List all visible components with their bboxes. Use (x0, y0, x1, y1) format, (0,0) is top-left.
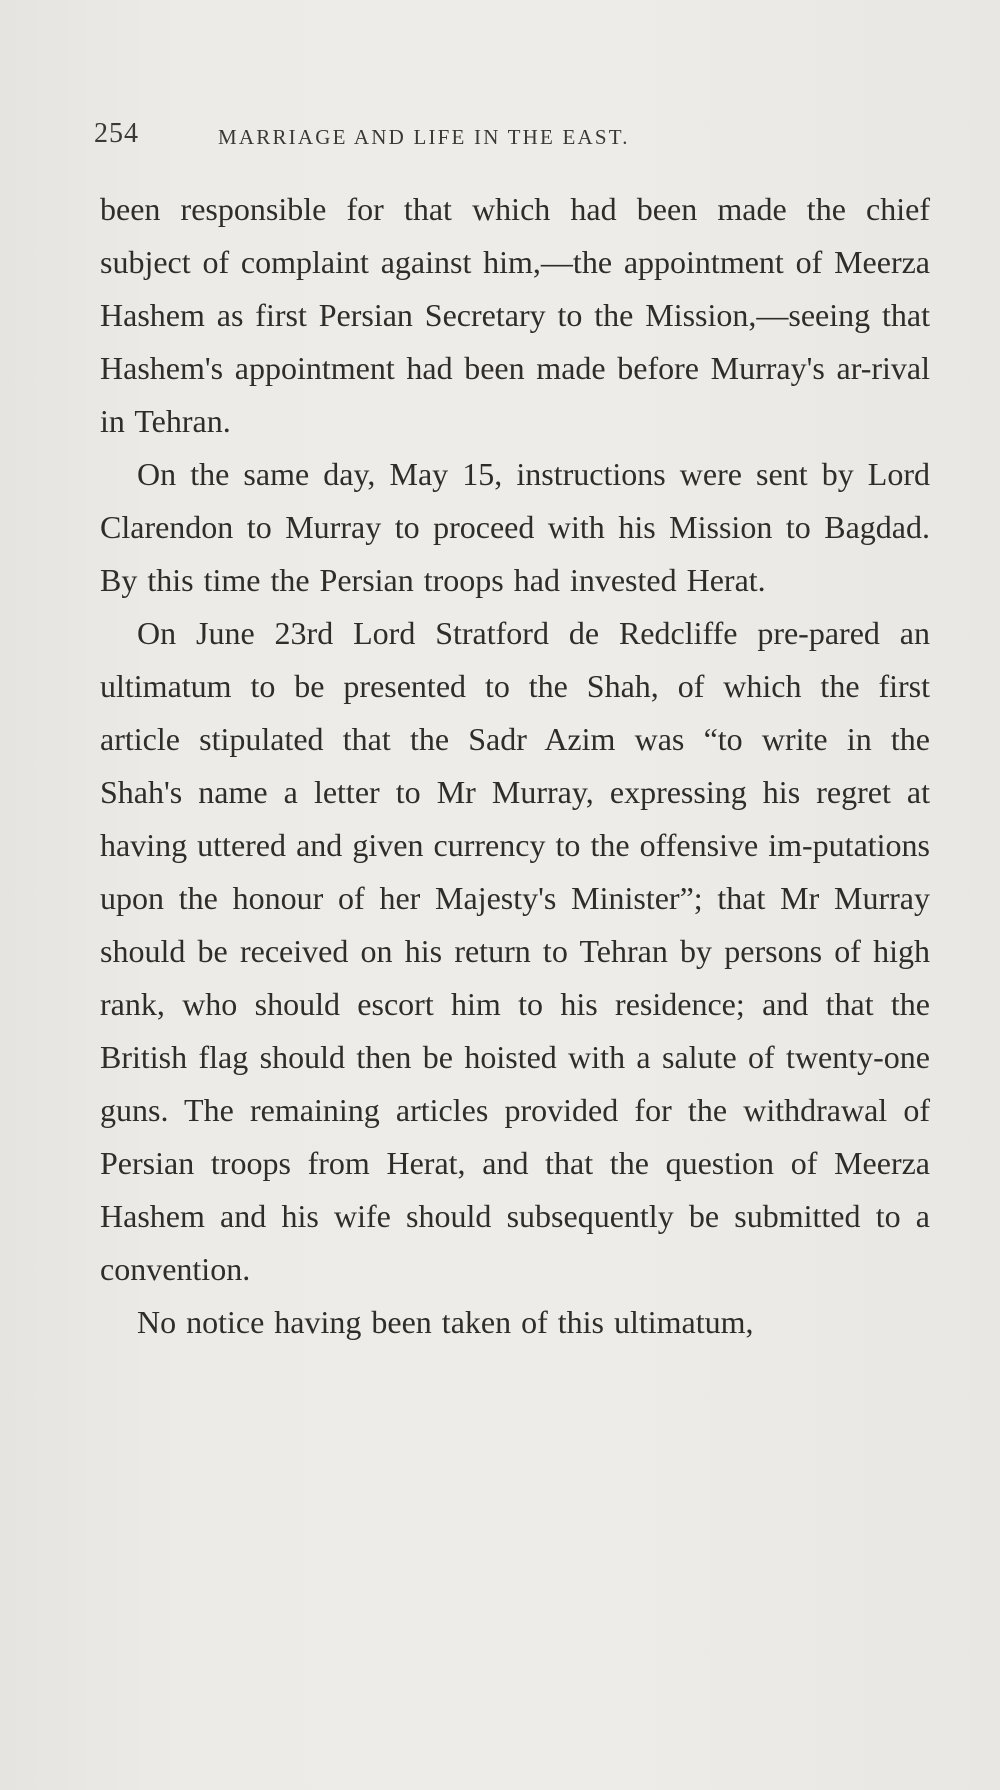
body-text (100, 183, 930, 1349)
running-title: MARRIAGE AND LIFE IN THE EAST. (218, 125, 630, 149)
paragraph-continuation: been responsible for that which had been made the chief subject of complaint against him,—the appointment of Meerza Hashem as first Persian Secretary to the Mission,—seeing that Hashem's appointment had been made before Murray's ar-rival in Tehran. (100, 191, 930, 439)
paragraph-ultimatum: On June 23rd Lord Stratford de Redcliffe pre-pared an ultimatum to be presented to the Shah, of which the first article stipulated that the Sadr Azim was “to write in the Shah's name a letter to Mr Murray, expressing his regret at having uttered and given currency to the offensive im-putations upon the honour of her Majesty's Minister”; that Mr Murray should be received on his return to Tehran by persons of high rank, who should escort him to his residence; and that the British flag should then be hoisted with a salute of twenty-one guns. The remaining articles provided for the withdrawal of Persian troops from Herat, and that the question of Meerza Hashem and his wife should subsequently be submitted to a convention. (100, 615, 930, 1287)
running-head (94, 118, 924, 152)
paragraph-instructions: On the same day, May 15, instructions were sent by Lord Clarendon to Murray to proceed with his Mission to Bagdad. By this time the Persian troops had invested Herat. (100, 456, 930, 598)
page-number: 254 (94, 118, 139, 149)
paragraph-final-fragment: No notice having been taken of this ultimatum, (137, 1304, 754, 1340)
